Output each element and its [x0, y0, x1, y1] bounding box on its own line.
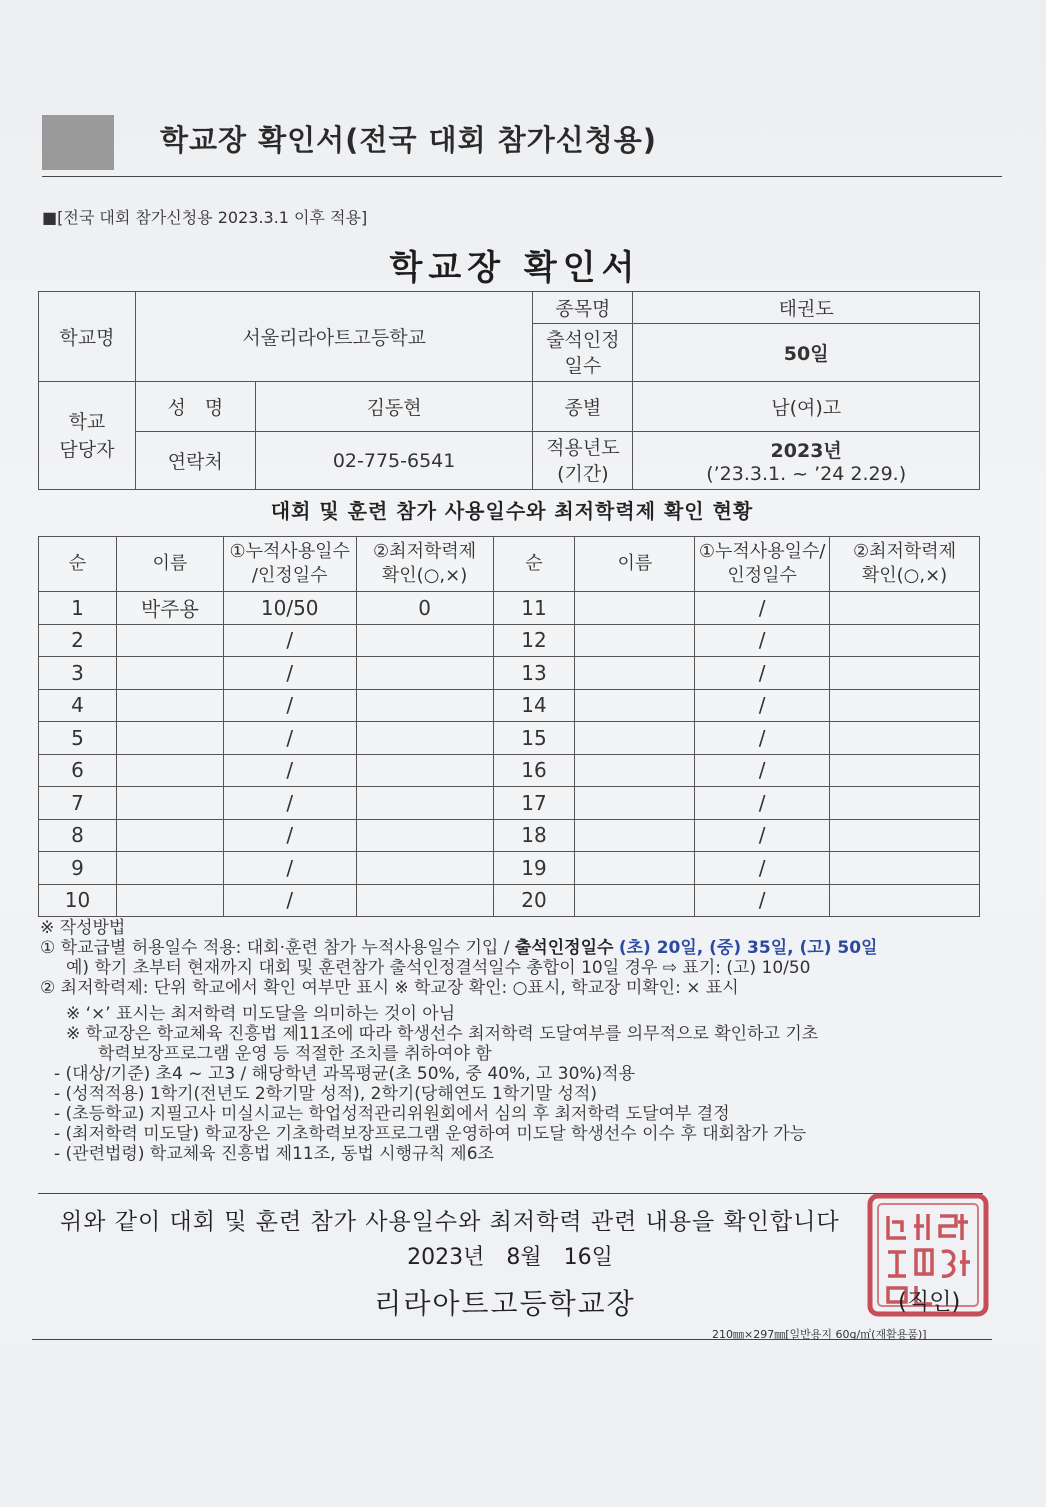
cell-name2	[575, 657, 695, 690]
cell-name2	[575, 852, 695, 885]
col-header-no-2: 순	[493, 537, 575, 592]
note-3: ※ ‘×’ 표시는 최저학력 미도달을 의미하는 것이 아님	[66, 1004, 456, 1024]
status-table	[38, 536, 980, 917]
cell-no: 2	[39, 624, 117, 657]
col-header-name: 이름	[116, 537, 223, 592]
attendance-label: 출석인정 일수	[533, 324, 633, 382]
cell-no: 1	[39, 592, 117, 625]
cell-academic2	[830, 624, 980, 657]
cell-academic	[356, 819, 493, 852]
cell-academic	[356, 852, 493, 885]
cell-name2	[575, 592, 695, 625]
notes	[40, 918, 1000, 1164]
year-label: 적용년도 (기간)	[533, 432, 633, 490]
cell-days: /	[223, 722, 356, 755]
cell-no: 10	[39, 884, 117, 917]
cell-academic	[356, 689, 493, 722]
attendance-value: 50일	[633, 324, 980, 382]
cell-name	[116, 689, 223, 722]
cell-name	[116, 787, 223, 820]
name-label: 성 명	[135, 382, 255, 432]
cell-academic2	[830, 884, 980, 917]
cell-days: /	[223, 754, 356, 787]
col-header-no: 순	[39, 537, 117, 592]
cell-no: 6	[39, 754, 117, 787]
cell-no: 5	[39, 722, 117, 755]
info-table	[38, 291, 980, 490]
note-detail-3: - (초등학교) 지필고사 미실시교는 학업성적관리위원회에서 심의 후 최저학력 도달여부 결정	[54, 1104, 730, 1124]
cell-no2: 14	[493, 689, 575, 722]
header-gray-box	[42, 115, 114, 170]
cell-no2: 20	[493, 884, 575, 917]
status-table-body	[39, 592, 980, 917]
cell-academic2	[830, 787, 980, 820]
col-header-name-2: 이름	[575, 537, 695, 592]
cell-days: /	[223, 787, 356, 820]
cell-name2	[575, 722, 695, 755]
cell-academic	[356, 722, 493, 755]
cell-name	[116, 852, 223, 885]
cell-name	[116, 819, 223, 852]
principal-name: 리라아트고등학교장	[374, 1287, 636, 1320]
doc-title: 학교장 확인서	[389, 248, 641, 288]
cell-no2: 13	[493, 657, 575, 690]
note-2: ② 최저학력제: 단위 학교에서 확인 여부만 표시 ※ 학교장 확인: ○표시, 학교장 미확인: × 표시	[40, 978, 739, 998]
cell-academic	[356, 754, 493, 787]
table-row	[39, 852, 980, 885]
note-detail-4: - (최저학력 미도달) 학교장은 기초학력보장프로그램 운영하여 미도달 학생선수 이수 후 대회참가 가능	[54, 1124, 807, 1144]
sport-value: 태권도	[633, 292, 980, 324]
table-row	[39, 819, 980, 852]
cell-days2: /	[695, 592, 830, 625]
cell-academic2	[830, 852, 980, 885]
school-label: 학교명	[39, 292, 136, 382]
school-value: 서울리라아트고등학교	[135, 292, 533, 382]
cell-name2	[575, 689, 695, 722]
period-value: (’23.3.1. ~ ’24 2.29.)	[706, 463, 907, 485]
cell-academic2	[830, 722, 980, 755]
cell-name2	[575, 754, 695, 787]
cell-academic2	[830, 754, 980, 787]
status-table-header	[39, 537, 980, 592]
year-cell	[633, 432, 980, 490]
cell-days2: /	[695, 722, 830, 755]
cell-no2: 16	[493, 754, 575, 787]
table-row	[39, 884, 980, 917]
cell-name	[116, 657, 223, 690]
cell-days2: /	[695, 657, 830, 690]
date-text: 2023년 8월 16일	[407, 1245, 613, 1270]
cell-name2	[575, 884, 695, 917]
cell-academic	[356, 657, 493, 690]
gender-value: 남(여)고	[633, 382, 980, 432]
note-4b: 학력보장프로그램 운영 등 적절한 조치를 취하여야 함	[98, 1044, 492, 1064]
contact-label: 연락처	[135, 432, 255, 490]
table-row	[39, 657, 980, 690]
notes-rule	[38, 1193, 983, 1194]
table-row	[39, 689, 980, 722]
cell-academic	[356, 787, 493, 820]
cell-days2: /	[695, 787, 830, 820]
col-header-days: ①누적사용일수 /인정일수	[223, 537, 356, 592]
cell-days2: /	[695, 754, 830, 787]
notes-heading: ※ 작성방법	[40, 918, 126, 938]
col-header-academic-2: ②최저학력제 확인(○,×)	[830, 537, 980, 592]
table-row	[39, 592, 980, 625]
cell-days: /	[223, 624, 356, 657]
sport-label: 종목명	[533, 292, 633, 324]
cell-days: 10/50	[223, 592, 356, 625]
note-1-bold: 출석인정일수	[514, 938, 614, 958]
cell-no: 3	[39, 657, 117, 690]
cell-days2: /	[695, 624, 830, 657]
confirm-text: 위와 같이 대회 및 훈련 참가 사용일수와 최저학력 관련 내용을 확인합니다	[60, 1209, 840, 1235]
cell-academic2	[830, 819, 980, 852]
col-header-academic: ②최저학력제 확인(○,×)	[356, 537, 493, 592]
note-1-limits: (초) 20일, (중) 35일, (고) 50일	[618, 938, 878, 958]
cell-no2: 11	[493, 592, 575, 625]
cell-days2: /	[695, 689, 830, 722]
gender-label: 종별	[533, 382, 633, 432]
cell-academic2	[830, 689, 980, 722]
name-value: 김동현	[255, 382, 533, 432]
note-1-example: 예) 학기 초부터 현재까지 대회 및 훈련참가 출석인정결석일수 총합이 10일 경우 ⇨ 표기: (고) 10/50	[66, 958, 811, 978]
cell-name	[116, 722, 223, 755]
note-1	[40, 938, 1000, 958]
paper-spec: 210㎜×297㎜[일반용지 60g/㎡(재활용품)]	[712, 1328, 927, 1341]
cell-days: /	[223, 689, 356, 722]
seal-label: (직인)	[898, 1289, 961, 1315]
table-row	[39, 722, 980, 755]
note-1-text: ① 학교급별 허용일수 적용: 대회·훈련 참가 누적사용일수 기입 /	[40, 938, 515, 958]
note-detail-2: - (성적적용) 1학기(전년도 2학기말 성적), 2학기(당해연도 1학기말 성적)	[54, 1084, 597, 1104]
table-row	[39, 787, 980, 820]
cell-name2	[575, 624, 695, 657]
cell-academic	[356, 624, 493, 657]
cell-no2: 12	[493, 624, 575, 657]
cell-name	[116, 884, 223, 917]
cell-no: 7	[39, 787, 117, 820]
cell-academic: 0	[356, 592, 493, 625]
table-row	[39, 754, 980, 787]
cell-days: /	[223, 657, 356, 690]
main-title: 학교장 확인서(전국 대회 참가신청용)	[160, 123, 658, 157]
year-value: 2023년	[770, 440, 842, 462]
cell-no2: 17	[493, 787, 575, 820]
note-4: ※ 학교장은 학교체육 진흥법 제11조에 따라 학생선수 최저학력 도달여부를 의무적으로 확인하고 기초	[66, 1024, 819, 1044]
subnote: ■[전국 대회 참가신청용 2023.3.1 이후 적용]	[42, 208, 368, 227]
cell-name2	[575, 787, 695, 820]
cell-academic2	[830, 592, 980, 625]
cell-no2: 15	[493, 722, 575, 755]
cell-no2: 18	[493, 819, 575, 852]
cell-days2: /	[695, 819, 830, 852]
section-title: 대회 및 훈련 참가 사용일수와 최저학력제 확인 현황	[270, 499, 754, 523]
cell-days2: /	[695, 884, 830, 917]
cell-name: 박주용	[116, 592, 223, 625]
cell-no: 9	[39, 852, 117, 885]
cell-days: /	[223, 852, 356, 885]
manager-label: 학교 담당자	[39, 382, 136, 490]
col-header-days-2: ①누적사용일수/ 인정일수	[695, 537, 830, 592]
cell-no: 8	[39, 819, 117, 852]
cell-days: /	[223, 819, 356, 852]
cell-days2: /	[695, 852, 830, 885]
cell-name2	[575, 819, 695, 852]
cell-name	[116, 754, 223, 787]
table-row	[39, 624, 980, 657]
note-detail-1: - (대상/기준) 초4 ~ 고3 / 해당학년 과목평균(초 50%, 중 40%, 고 30%)적용	[54, 1064, 636, 1084]
cell-academic	[356, 884, 493, 917]
cell-no2: 19	[493, 852, 575, 885]
cell-no: 4	[39, 689, 117, 722]
cell-days: /	[223, 884, 356, 917]
note-detail-5: - (관련법령) 학교체육 진흥법 제11조, 동법 시행규칙 제6조	[54, 1144, 494, 1164]
cell-name	[116, 624, 223, 657]
contact-value: 02-775-6541	[255, 432, 533, 490]
header-rule	[42, 176, 1002, 177]
cell-academic2	[830, 657, 980, 690]
